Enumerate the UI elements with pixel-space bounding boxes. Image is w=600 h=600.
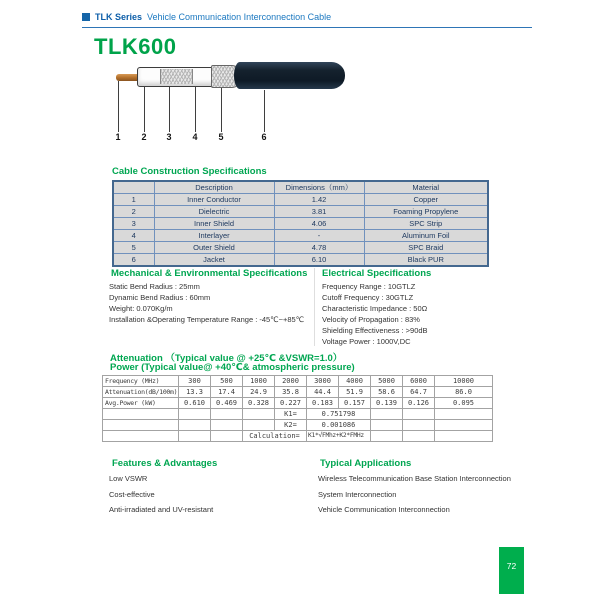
k2-label-cell: K2= [275, 420, 307, 431]
attenuation-values-row [103, 387, 493, 398]
construction-row [113, 242, 488, 254]
construction-header-row [113, 181, 488, 194]
attenuation-cell: 35.8 [275, 387, 307, 398]
attenuation-frequency-row [103, 376, 493, 387]
construction-cell: 4.06 [274, 218, 364, 230]
empty-cell [211, 409, 243, 420]
empty-cell [243, 409, 275, 420]
leader-line-6 [264, 90, 265, 132]
attenuation-row-label: Attenuation(dB/100m) [103, 387, 179, 398]
page-number-tab [499, 547, 524, 594]
inner-shield-graphic [160, 69, 193, 84]
empty-cell [435, 431, 493, 442]
construction-cell: Aluminum Foil [364, 230, 488, 242]
features-heading: Features & Advantages [112, 458, 218, 469]
empty-cell [211, 420, 243, 431]
empty-cell [103, 431, 179, 442]
construction-cell: Interlayer [154, 230, 274, 242]
construction-row [113, 206, 488, 218]
application-item: System Interconnection [318, 489, 397, 499]
construction-cell: 1 [113, 194, 154, 206]
leader-line-3 [169, 86, 170, 132]
calculation-formula-cell: K1*√FMhz+K2*FMHz [307, 431, 371, 442]
construction-table [112, 180, 489, 267]
jacket-graphic [234, 62, 345, 89]
construction-cell: SPC Braid [364, 242, 488, 254]
empty-cell [371, 431, 403, 442]
frequency-cell: 3000 [307, 376, 339, 387]
avg-power-cell: 0.183 [307, 398, 339, 409]
attenuation-cell: 64.7 [403, 387, 435, 398]
figure-callout-5: 5 [218, 132, 224, 142]
series-marker-icon [82, 13, 90, 21]
figure-callout-6: 6 [261, 132, 267, 142]
mechanical-spec-line: Installation &Operating Temperature Range : -45℃~+85℃ [109, 315, 305, 324]
electrical-spec-line: Frequency Range : 10GTLZ [322, 282, 416, 291]
construction-cell: Outer Shield [154, 242, 274, 254]
application-item: Wireless Telecommunication Base Station Interconnection [318, 474, 511, 483]
construction-heading: Cable Construction Specifications [112, 166, 267, 177]
empty-cell [403, 420, 435, 431]
frequency-cell: 1000 [243, 376, 275, 387]
empty-cell [103, 420, 179, 431]
attenuation-cell: 86.0 [435, 387, 493, 398]
empty-cell [179, 420, 211, 431]
attenuation-cell: 13.3 [179, 387, 211, 398]
figure-callout-3: 3 [166, 132, 172, 142]
construction-cell: 4.78 [274, 242, 364, 254]
frequency-cell: 10000 [435, 376, 493, 387]
empty-cell [435, 420, 493, 431]
frequency-cell: 6000 [403, 376, 435, 387]
electrical-spec-line: Characteristic Impedance : 50Ω [322, 304, 428, 313]
calculation-label-cell: Calculation= [243, 431, 307, 442]
construction-cell: 4 [113, 230, 154, 242]
feature-item: Anti-irradiated and UV-resistant [109, 505, 214, 514]
frequency-cell: 5000 [371, 376, 403, 387]
construction-row [113, 194, 488, 206]
construction-cell: Inner Conductor [154, 194, 274, 206]
feature-item: Cost-effective [109, 489, 155, 499]
attenuation-heading-line2: Power (Typical value@ +40℃& atmospheric pressure) [110, 362, 355, 373]
frequency-cell: 300 [179, 376, 211, 387]
page-header [82, 12, 331, 22]
construction-cell: 6.10 [274, 254, 364, 267]
applications-heading: Typical Applications [320, 458, 412, 469]
figure-callout-1: 1 [115, 132, 121, 142]
mechanical-spec-line: Static Bend Radius : 25mm [109, 282, 200, 291]
series-subtitle: Vehicle Communication Interconnection Cable [147, 12, 332, 22]
avg-power-row [103, 398, 493, 409]
empty-cell [403, 431, 435, 442]
attenuation-cell: 51.9 [339, 387, 371, 398]
electrical-spec-line: Velocity of Propagation : 83% [322, 315, 420, 324]
mechanical-heading: Mechanical & Environmental Specifications [111, 268, 308, 279]
avg-power-cell: 0.095 [435, 398, 493, 409]
application-item: Vehicle Communication Interconnection [318, 505, 450, 514]
construction-row [113, 254, 488, 267]
avg-power-cell: 0.328 [243, 398, 275, 409]
construction-cell: 3 [113, 218, 154, 230]
avg-power-cell: 0.469 [211, 398, 243, 409]
column-divider [314, 268, 315, 346]
leader-line-2 [144, 86, 145, 132]
construction-header-cell: Dimensions（mm） [274, 181, 364, 194]
k1-label-cell: K1= [275, 409, 307, 420]
empty-cell [179, 431, 211, 442]
calculation-row [103, 431, 493, 442]
mechanical-spec-line: Dynamic Bend Radius : 60mm [109, 293, 211, 302]
frequency-cell: 2000 [275, 376, 307, 387]
electrical-spec-line: Voltage Power : 1000V,DC [322, 337, 411, 346]
empty-cell [243, 420, 275, 431]
electrical-heading: Electrical Specifications [322, 268, 432, 279]
electrical-spec-list [322, 281, 428, 347]
construction-cell: Copper [364, 194, 488, 206]
construction-cell: 2 [113, 206, 154, 218]
construction-cell: Jacket [154, 254, 274, 267]
construction-cell: 1.42 [274, 194, 364, 206]
empty-cell [371, 409, 403, 420]
feature-item: Low VSWR [109, 474, 148, 483]
page-number: 72 [506, 561, 517, 571]
construction-cell: Black PUR [364, 254, 488, 267]
leader-line-5 [221, 88, 222, 132]
empty-cell [435, 409, 493, 420]
attenuation-cell: 58.6 [371, 387, 403, 398]
mechanical-spec-line: Weight: 0.070Kg/m [109, 304, 173, 313]
k2-row [103, 420, 493, 431]
attenuation-cell: 44.4 [307, 387, 339, 398]
electrical-spec-line: Shielding Effectiveness : >90dB [322, 326, 428, 335]
figure-callout-4: 4 [192, 132, 198, 142]
features-list [109, 471, 213, 518]
avg-power-cell: 0.139 [371, 398, 403, 409]
empty-cell [103, 409, 179, 420]
attenuation-cell: 17.4 [211, 387, 243, 398]
attenuation-cell: 24.9 [243, 387, 275, 398]
construction-header-cell [113, 181, 154, 194]
applications-list [318, 471, 511, 518]
construction-header-cell: Material [364, 181, 488, 194]
avg-power-cell: 0.157 [339, 398, 371, 409]
leader-line-4 [195, 86, 196, 132]
k2-value-cell: 0.001086 [307, 420, 371, 431]
frequency-cell: 4000 [339, 376, 371, 387]
empty-cell [179, 409, 211, 420]
construction-cell: Foaming Propylene [364, 206, 488, 218]
attenuation-row-label: Avg.Power (kW) [103, 398, 179, 409]
electrical-spec-line: Cutoff Frequency : 30GTLZ [322, 293, 414, 302]
construction-row [113, 218, 488, 230]
attenuation-table [102, 375, 493, 442]
frequency-cell: 500 [211, 376, 243, 387]
product-title: TLK600 [94, 34, 177, 59]
k1-row [103, 409, 493, 420]
construction-header-cell: Description [154, 181, 274, 194]
k1-value-cell: 0.751798 [307, 409, 371, 420]
construction-cell: 5 [113, 242, 154, 254]
mechanical-spec-list [109, 281, 304, 325]
avg-power-cell: 0.610 [179, 398, 211, 409]
empty-cell [211, 431, 243, 442]
avg-power-cell: 0.126 [403, 398, 435, 409]
figure-callout-2: 2 [141, 132, 147, 142]
construction-row [113, 230, 488, 242]
avg-power-cell: 0.227 [275, 398, 307, 409]
construction-cell: - [274, 230, 364, 242]
construction-cell: SPC Strip [364, 218, 488, 230]
construction-cell: Inner Shield [154, 218, 274, 230]
attenuation-heading-line1: Attenuation （Typical value @ +25℃ &VSWR=1.0） [110, 353, 343, 364]
construction-cell: Dielectric [154, 206, 274, 218]
empty-cell [403, 409, 435, 420]
header-rule [82, 27, 532, 28]
attenuation-row-label: Frequency (MHz) [103, 376, 179, 387]
empty-cell [371, 420, 403, 431]
series-label: TLK Series [95, 12, 143, 22]
construction-cell: 6 [113, 254, 154, 267]
construction-cell: 3.81 [274, 206, 364, 218]
cable-cutaway-figure [110, 60, 360, 150]
leader-line-1 [118, 81, 119, 132]
